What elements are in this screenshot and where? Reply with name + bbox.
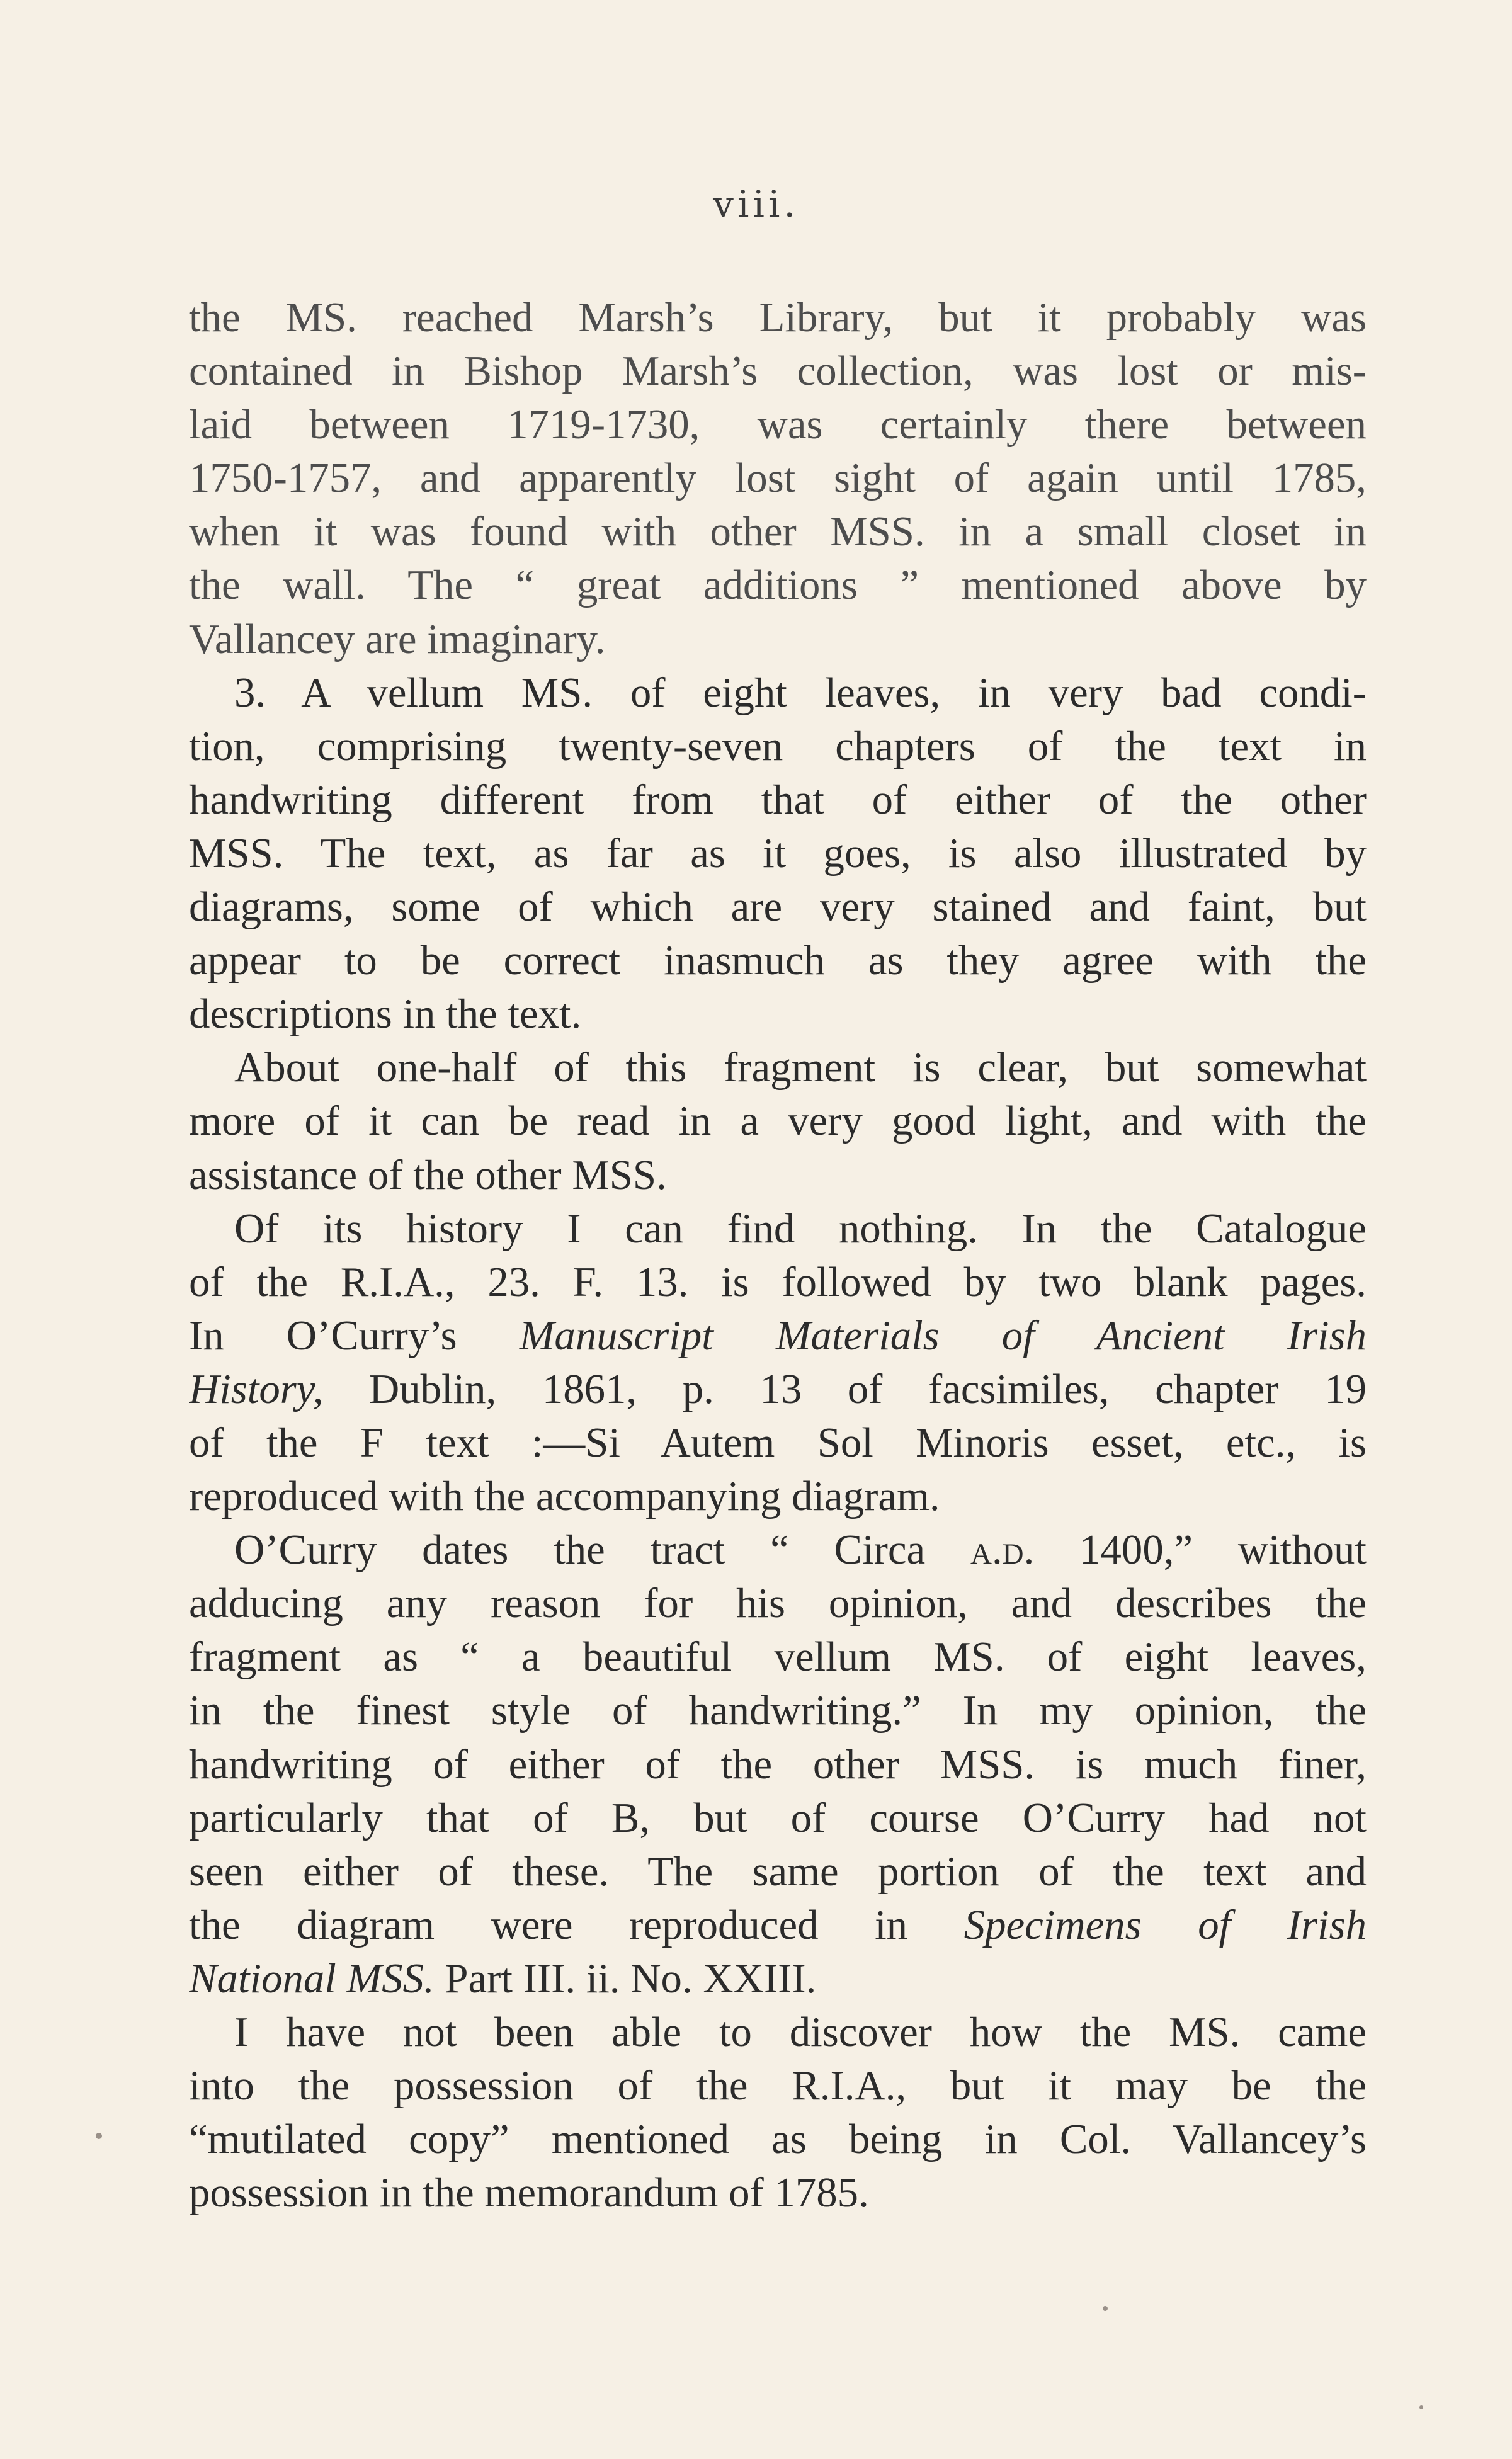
text-line: more of it can be read in a very good light, and with the [189, 1098, 1367, 1145]
page-number: viii. [713, 183, 799, 225]
text-line: the wall. The “ great additions ” mentioned above by [189, 562, 1367, 609]
text-line: In O’Curry’s Manuscript Materials of Ancient Irish [189, 1312, 1367, 1359]
text-line: tion, comprising twenty-seven chapters of the text in [189, 722, 1367, 770]
text-line: Vallancey are imaginary. [189, 615, 606, 662]
text-line: Of its history I can find nothing. In the Catalogue [234, 1205, 1367, 1252]
italic-title: Specimens of Irish [963, 1901, 1367, 1948]
body-text [189, 291, 1367, 2220]
text-line: 3. A vellum MS. of eight leaves, in very bad condi- [234, 669, 1367, 716]
text-line: O’Curry dates the tract “ Circa a.d. 1400,” without [234, 1526, 1367, 1574]
text-line: “mutilated copy” mentioned as being in Col. Vallancey’s [189, 2116, 1367, 2163]
text-line: when it was found with other MSS. in a small closet in [189, 508, 1367, 555]
italic-title: National MSS. [189, 1955, 435, 2002]
text-line: handwriting of either of the other MSS. is much finer, [189, 1741, 1367, 1788]
text-line: of the R.I.A., 23. F. 13. is followed by two blank pages. [189, 1258, 1367, 1305]
text-line: in the finest style of handwriting.” In my opinion, the [189, 1687, 1367, 1734]
text-line: of the F text :—Si Autem Sol Minoris esset, etc., is [189, 1419, 1367, 1466]
text-line: I have not been able to discover how the MS. came [234, 2009, 1367, 2055]
text-line: laid between 1719-1730, was certainly there between [189, 401, 1367, 448]
paper-speck [1419, 2405, 1423, 2409]
text-line: MSS. The text, as far as it goes, is also illustrated by [189, 829, 1367, 877]
text-line: fragment as “ a beautiful vellum MS. of eight leaves, [189, 1633, 1367, 1681]
paper-speck [1103, 2306, 1108, 2311]
text-line: About one-half of this fragment is clear, but somewhat [234, 1044, 1367, 1091]
text-line: appear to be correct inasmuch as they agree with the [189, 937, 1367, 984]
text-line: diagrams, some of which are very stained and faint, but [189, 883, 1367, 931]
paper-speck [96, 2133, 102, 2139]
text-line: the MS. reached Marsh’s Library, but it probably was [189, 294, 1367, 341]
text-line: into the possession of the R.I.A., but it may be the [189, 2062, 1367, 2110]
italic-title: Manuscript Materials of Ancient Irish [519, 1312, 1367, 1359]
text-line: assistance of the other MSS. [189, 1151, 667, 1198]
text-line: the diagram were reproduced in Specimens of Irish [189, 1901, 1367, 1948]
text-line: National MSS. Part III. ii. No. XXIII. [189, 1955, 817, 2002]
text-line: 1750-1757, and apparently lost sight of again until 1785, [189, 455, 1367, 502]
text-line: contained in Bishop Marsh’s collection, was lost or mis- [189, 348, 1367, 395]
text-line: particularly that of B, but of course O’Curry had not [189, 1794, 1367, 1841]
text-line: History, Dublin, 1861, p. 13 of facsimiles, chapter 19 [189, 1365, 1367, 1412]
text-line: descriptions in the text. [189, 991, 582, 1038]
text-line: reproduced with the accompanying diagram. [189, 1473, 940, 1520]
text-line: possession in the memorandum of 1785. [189, 2169, 869, 2217]
text-line: seen either of these. The same portion of the text and [189, 1848, 1367, 1895]
italic-title: History, [189, 1365, 324, 1412]
text-line: handwriting different from that of either of the other [189, 776, 1367, 823]
small-caps-era: a.d. [970, 1526, 1035, 1574]
text-line: adducing any reason for his opinion, and describes the [189, 1580, 1367, 1627]
